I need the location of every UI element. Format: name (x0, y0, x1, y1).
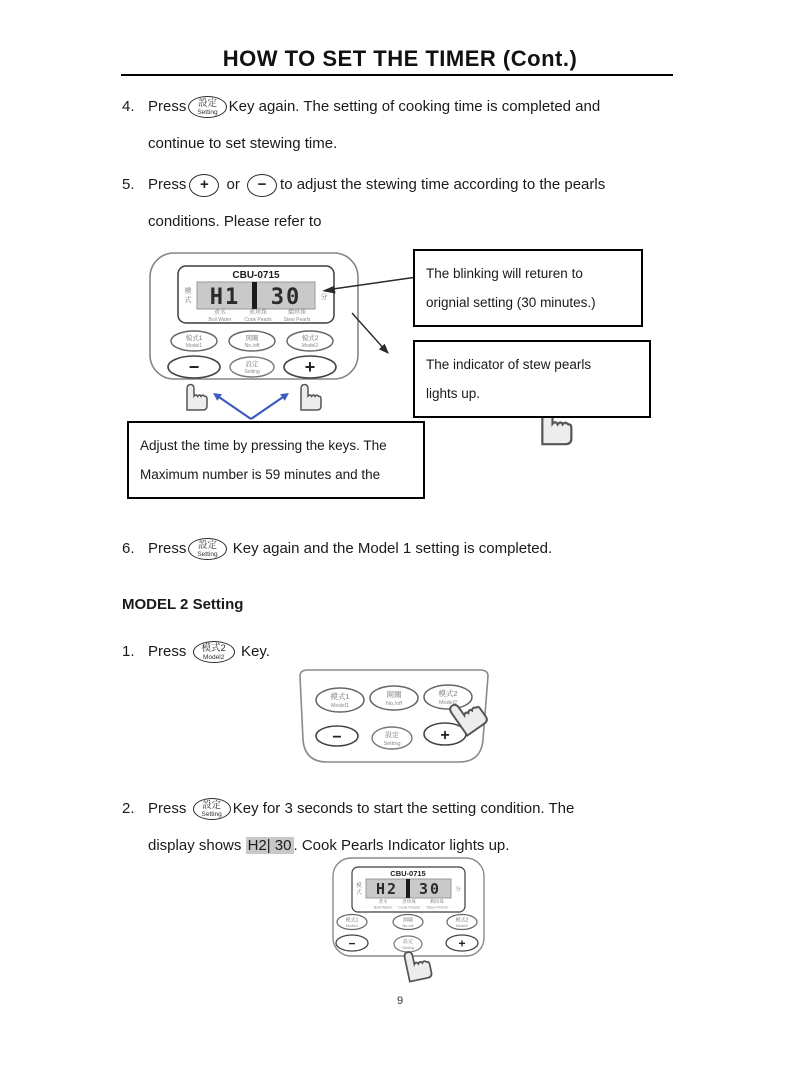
step-text: Press (148, 540, 187, 557)
onoff-button (229, 331, 275, 351)
svg-text:模式2: 模式2 (455, 917, 469, 924)
step-text: Press (148, 98, 187, 115)
model2-button (287, 331, 333, 351)
step-text: Press (148, 643, 187, 660)
svg-text:No./off: No./off (402, 924, 414, 928)
svg-text:Model2: Model2 (301, 343, 319, 349)
step-text: or (226, 176, 240, 193)
callout-text: The indicator of stew pearls (426, 357, 592, 372)
svg-text:−: − (332, 729, 342, 746)
svg-text:Model2: Model2 (438, 700, 458, 706)
step-number: 5. (122, 176, 135, 193)
setting-button (230, 357, 274, 377)
plus-button (446, 935, 478, 951)
step-text: . Cook Pearls Indicator lights up. (293, 837, 510, 854)
plus-button (284, 356, 336, 378)
svg-text:模式1: 模式1 (330, 692, 350, 701)
svg-text:燜珍珠: 燜珍珠 (287, 310, 307, 316)
model2-heading: MODEL 2 Setting (122, 596, 244, 613)
setting-button (372, 727, 412, 749)
lcd-hours: H1 (209, 285, 241, 310)
indicator-labels (209, 308, 311, 323)
setting-key-icon: 設定 Setting (188, 538, 226, 560)
callout-indicator (413, 340, 651, 418)
svg-text:Stew Pearls: Stew Pearls (426, 904, 448, 910)
step-text: Key for 3 seconds to start the setting condition. The (232, 800, 575, 817)
svg-text:Model1: Model1 (330, 703, 350, 709)
callout-text: orignial setting (30 minutes.) (426, 295, 596, 310)
minus-button (316, 726, 358, 746)
onoff-button (370, 686, 418, 710)
svg-text:Cook Pearls: Cook Pearls (244, 317, 272, 323)
device-panel-1 (150, 253, 358, 419)
svg-text:煮水: 煮水 (213, 310, 227, 316)
step-number: 1. (122, 643, 135, 660)
model1-button (171, 331, 217, 351)
step-text: to adjust the stewing time according to the pearls (280, 176, 606, 193)
lcd-side-label: 模 (184, 288, 192, 295)
pointing-hand-icon (187, 385, 207, 411)
step-text: conditions. Please refer to (148, 213, 322, 230)
setting-key-icon: 設定 Setting (188, 96, 226, 118)
svg-text:Model1: Model1 (345, 924, 359, 928)
svg-text:Boil Water: Boil Water (373, 904, 393, 910)
svg-text:Setting: Setting (244, 369, 260, 375)
svg-text:Model1: Model1 (185, 343, 203, 349)
svg-text:Boil Water: Boil Water (208, 317, 232, 323)
setting-key-icon: 設定 Setting (193, 798, 231, 820)
svg-text:No./off: No./off (385, 701, 403, 707)
svg-text:−: − (188, 357, 200, 377)
lcd-divider (406, 879, 410, 898)
svg-text:Setting: Setting (383, 741, 401, 747)
svg-text:No./off: No./off (244, 343, 260, 349)
step-text: Key. (240, 643, 270, 660)
callout-adjust (127, 421, 425, 499)
svg-text:開關: 開關 (402, 917, 414, 924)
lcd-side-label: 式 (356, 890, 362, 896)
page-title: HOW TO SET THE TIMER (Cont.) (222, 46, 578, 71)
step-number: 4. (122, 98, 135, 115)
svg-text:Stew Pearls: Stew Pearls (283, 317, 311, 323)
indicator-labels (374, 898, 448, 910)
step-number: 2. (122, 800, 135, 817)
svg-text:燜珍珠: 燜珍珠 (430, 899, 444, 904)
svg-text:開關: 開關 (386, 690, 402, 699)
callout-text: The blinking will returen to (426, 266, 583, 281)
svg-text:Setting: Setting (402, 946, 414, 950)
svg-text:Model2: Model2 (455, 924, 469, 928)
onoff-button (393, 915, 423, 930)
lcd-minutes: 30 (418, 880, 442, 898)
svg-text:模式2: 模式2 (438, 689, 458, 698)
svg-text:Cook Pearls: Cook Pearls (398, 904, 420, 910)
step-text: Press (148, 800, 187, 817)
model2-button (447, 915, 477, 930)
svg-text:模式2: 模式2 (301, 335, 319, 342)
callout-text: Maximum number is 59 minutes and the (140, 467, 381, 482)
minus-key-icon: − (247, 174, 277, 197)
model2-button (424, 685, 472, 709)
svg-text:設定: 設定 (402, 939, 414, 945)
minus-button (168, 356, 220, 378)
lcd-minutes: 30 (270, 285, 302, 310)
svg-text:+: + (440, 727, 450, 744)
lcd-divider (252, 282, 257, 309)
svg-text:模式1: 模式1 (185, 335, 203, 342)
lcd-hours: H2 (375, 880, 399, 898)
display-value-highlight: H2| 30 (247, 837, 292, 854)
callout-text: lights up. (426, 386, 481, 401)
svg-text:煮珍珠: 煮珍珠 (402, 899, 416, 904)
lcd-side-label: 分 (320, 294, 328, 301)
model-number: CBU-0715 (232, 270, 280, 281)
callout-blinking (413, 249, 643, 327)
step-text: Key again and the Model 1 setting is completed. (232, 540, 553, 557)
svg-text:模式1: 模式1 (345, 917, 359, 924)
setting-button (394, 936, 422, 952)
step-text: Key again. The setting of cooking time is completed and (228, 98, 601, 115)
svg-text:煮珍珠: 煮珍珠 (248, 310, 268, 316)
page-number: 9 (396, 995, 404, 1007)
blue-arrows (213, 393, 289, 419)
step-text: display shows (148, 837, 242, 854)
svg-text:設定: 設定 (385, 732, 399, 739)
model-number: CBU-0715 (390, 869, 426, 878)
step-text: continue to set stewing time. (148, 135, 338, 152)
svg-text:設定: 設定 (245, 361, 259, 368)
lcd-side-label: 分 (455, 887, 461, 893)
minus-button (336, 935, 368, 951)
pointing-hand-icon (301, 385, 321, 411)
step-number: 6. (122, 540, 135, 557)
step-text: Press (148, 176, 187, 193)
device-panel-2 (300, 670, 489, 762)
svg-text:+: + (458, 936, 466, 951)
lcd-side-label: 模 (356, 883, 362, 889)
svg-text:−: − (348, 936, 356, 951)
callout-text: Adjust the time by pressing the keys. The (140, 438, 387, 453)
svg-text:開關: 開關 (245, 335, 259, 342)
lcd-side-label: 式 (184, 297, 192, 304)
model2-key-icon: 模式2 Model2 (193, 641, 235, 663)
plus-key-icon: + (189, 174, 219, 197)
svg-text:+: + (304, 357, 316, 377)
device-panel-3 (333, 858, 484, 982)
model1-button (337, 915, 367, 930)
svg-text:煮水: 煮水 (378, 899, 388, 904)
model1-button (316, 688, 364, 712)
